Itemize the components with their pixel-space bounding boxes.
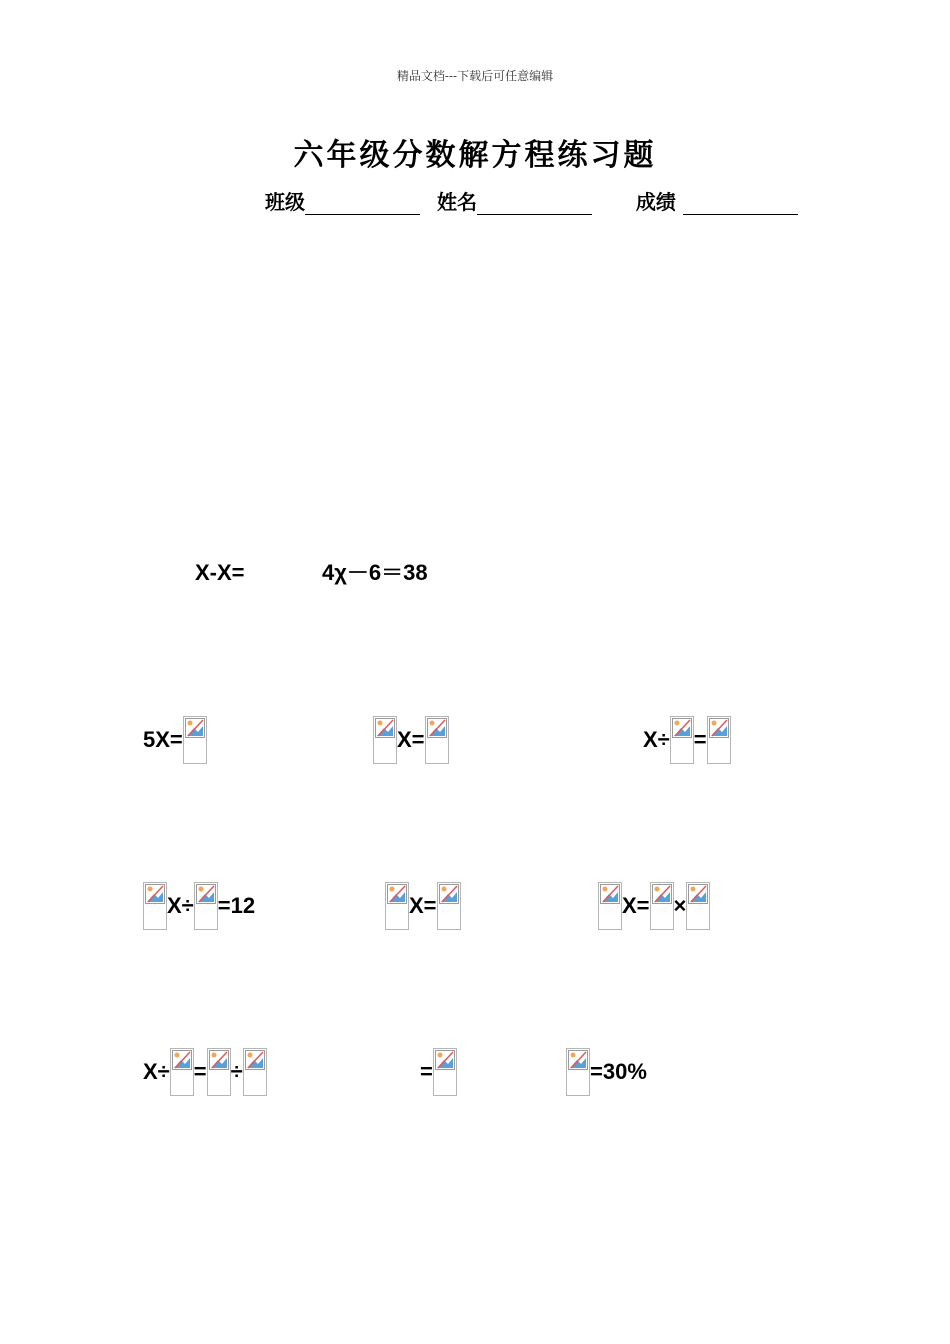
broken-image-icon <box>650 882 674 930</box>
equation-text: = <box>693 727 707 752</box>
image-sun <box>437 1053 442 1058</box>
equation-text: X÷ <box>643 727 670 752</box>
equation-row2-c <box>598 881 710 931</box>
equation-text: X= <box>409 893 437 918</box>
score-blank[interactable] <box>683 192 798 215</box>
equation-text: = <box>193 1059 207 1084</box>
image-sun <box>691 887 696 892</box>
class-blank[interactable] <box>305 192 420 215</box>
broken-image-glyph <box>245 1050 265 1070</box>
broken-image-glyph <box>172 1050 192 1070</box>
equation-row1-a <box>143 715 207 765</box>
image-sun <box>174 1053 179 1058</box>
broken-image-icon <box>143 882 167 930</box>
broken-image-glyph <box>439 884 459 904</box>
broken-image-glyph <box>375 718 395 738</box>
broken-image-icon <box>566 1048 590 1096</box>
broken-image-icon <box>170 1048 194 1096</box>
image-sun <box>390 887 395 892</box>
image-sun <box>198 887 203 892</box>
equation-text: 5X= <box>143 727 183 752</box>
broken-image-glyph <box>145 884 165 904</box>
broken-image-glyph <box>435 1050 455 1070</box>
equation-text: =12 <box>217 893 256 918</box>
image-sun <box>674 721 679 726</box>
broken-image-icon <box>686 882 710 930</box>
score-label: 成绩 <box>635 190 676 214</box>
broken-image-glyph <box>568 1050 588 1070</box>
broken-image-glyph <box>672 718 692 738</box>
equation-row1-c <box>643 715 731 765</box>
broken-image-icon <box>598 882 622 930</box>
equation-1 <box>195 548 245 598</box>
class-label: 班级 <box>265 190 305 214</box>
broken-image-glyph <box>709 718 729 738</box>
equation-row2-a <box>143 881 255 931</box>
image-sun <box>247 1053 252 1058</box>
image-sun <box>148 887 153 892</box>
equation-row3-b <box>420 1047 457 1097</box>
equation-row3-c <box>566 1047 647 1097</box>
equation-text: 4χ－6＝38 <box>322 560 428 585</box>
equation-text: = <box>420 1059 433 1084</box>
broken-image-glyph <box>688 884 708 904</box>
broken-image-icon <box>433 1048 457 1096</box>
image-sun <box>211 1053 216 1058</box>
equation-text: × <box>673 893 687 918</box>
broken-image-icon <box>207 1048 231 1096</box>
student-info-row <box>265 186 808 215</box>
broken-image-glyph <box>209 1050 229 1070</box>
equation-row1-b <box>373 715 449 765</box>
equation-row2-b <box>385 881 461 931</box>
broken-image-icon <box>707 716 731 764</box>
equation-text: X= <box>622 893 650 918</box>
broken-image-icon <box>425 716 449 764</box>
equation-text: X= <box>397 727 425 752</box>
equation-text: =30% <box>590 1059 647 1084</box>
page-title: 六年级分数解方程练习题 <box>293 138 657 173</box>
image-sun <box>429 721 434 726</box>
broken-image-icon <box>243 1048 267 1096</box>
name-blank[interactable] <box>477 192 592 215</box>
broken-image-icon <box>670 716 694 764</box>
broken-image-glyph <box>652 884 672 904</box>
image-sun <box>571 1053 576 1058</box>
equation-text: X-X= <box>195 560 245 585</box>
broken-image-glyph <box>427 718 447 738</box>
equation-2 <box>322 548 428 598</box>
image-sun <box>187 721 192 726</box>
broken-image-icon <box>437 882 461 930</box>
equation-text: X÷ <box>143 1059 170 1084</box>
broken-image-icon <box>373 716 397 764</box>
image-sun <box>441 887 446 892</box>
broken-image-glyph <box>185 718 205 738</box>
broken-image-icon <box>385 882 409 930</box>
equation-row3-a <box>143 1047 267 1097</box>
broken-image-glyph <box>600 884 620 904</box>
image-sun <box>654 887 659 892</box>
image-sun <box>378 721 383 726</box>
name-label: 姓名 <box>436 190 477 214</box>
header-note: 精品文档---下载后可任意编辑 <box>396 69 554 83</box>
image-sun <box>711 721 716 726</box>
image-sun <box>603 887 608 892</box>
broken-image-glyph <box>196 884 216 904</box>
equation-text: X÷ <box>167 893 194 918</box>
equation-text: ÷ <box>230 1059 243 1084</box>
broken-image-icon <box>183 716 207 764</box>
broken-image-icon <box>194 882 218 930</box>
broken-image-glyph <box>387 884 407 904</box>
